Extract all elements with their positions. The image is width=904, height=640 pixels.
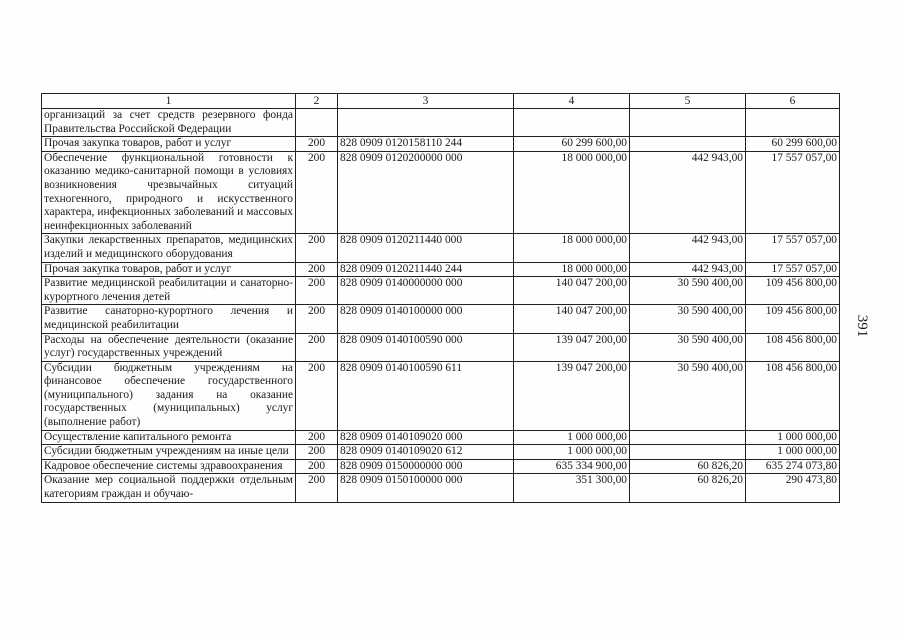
row-value-col5: 442 943,00 — [630, 234, 746, 262]
row-value-col6: 290 473,80 — [746, 474, 840, 502]
row-code-cell: 200 — [296, 333, 338, 361]
row-value-col6: 108 456 800,00 — [746, 361, 840, 430]
table-row — [42, 277, 840, 305]
row-code-cell: 200 — [296, 137, 338, 152]
row-value-col6 — [746, 109, 840, 137]
row-value-col6: 108 456 800,00 — [746, 333, 840, 361]
table-row — [42, 262, 840, 277]
row-value-col4: 1 000 000,00 — [514, 445, 630, 460]
row-kbk-cell: 828 0909 0150100000 000 — [338, 474, 514, 502]
row-code-cell: 200 — [296, 234, 338, 262]
row-kbk-cell: 828 0909 0140109020 612 — [338, 445, 514, 460]
page-number: 391 — [854, 314, 870, 338]
header-cell-6: 6 — [746, 94, 840, 109]
row-value-col4: 139 047 200,00 — [514, 361, 630, 430]
table-row — [42, 234, 840, 262]
row-code-cell: 200 — [296, 445, 338, 460]
row-value-col6: 635 274 073,80 — [746, 459, 840, 474]
row-value-col5: 30 590 400,00 — [630, 333, 746, 361]
row-value-col5: 30 590 400,00 — [630, 277, 746, 305]
table-row — [42, 474, 840, 502]
table-header-row — [42, 94, 840, 109]
row-value-col4: 60 299 600,00 — [514, 137, 630, 152]
row-value-col4 — [514, 109, 630, 137]
budget-table — [41, 93, 840, 503]
row-kbk-cell: 828 0909 0120200000 000 — [338, 151, 514, 234]
table-row — [42, 361, 840, 430]
row-value-col4: 1 000 000,00 — [514, 430, 630, 445]
row-value-col4: 139 047 200,00 — [514, 333, 630, 361]
header-cell-3: 3 — [338, 94, 514, 109]
row-value-col4: 635 334 900,00 — [514, 459, 630, 474]
table-row — [42, 333, 840, 361]
row-code-cell: 200 — [296, 277, 338, 305]
row-kbk-cell: 828 0909 0140100000 000 — [338, 305, 514, 333]
row-kbk-cell: 828 0909 0140100590 000 — [338, 333, 514, 361]
row-value-col6: 60 299 600,00 — [746, 137, 840, 152]
table-row — [42, 430, 840, 445]
header-cell-2: 2 — [296, 94, 338, 109]
table-row — [42, 109, 840, 137]
row-code-cell: 200 — [296, 459, 338, 474]
row-value-col4: 18 000 000,00 — [514, 234, 630, 262]
row-kbk-cell: 828 0909 0120158110 244 — [338, 137, 514, 152]
row-kbk-cell: 828 0909 0140100590 611 — [338, 361, 514, 430]
row-value-col5: 60 826,20 — [630, 474, 746, 502]
row-name-cell: Осуществление капитального ремонта — [42, 430, 296, 445]
table-row — [42, 305, 840, 333]
row-code-cell — [296, 109, 338, 137]
row-value-col6: 1 000 000,00 — [746, 430, 840, 445]
row-value-col6: 17 557 057,00 — [746, 234, 840, 262]
row-name-cell: Прочая закупка товаров, работ и услуг — [42, 262, 296, 277]
row-name-cell: Закупки лекарственных препаратов, медицинских изделий и медицинского оборудования — [42, 234, 296, 262]
row-kbk-cell: 828 0909 0120211440 244 — [338, 262, 514, 277]
row-code-cell: 200 — [296, 430, 338, 445]
table-row — [42, 151, 840, 234]
row-code-cell: 200 — [296, 305, 338, 333]
row-name-cell: организаций за счет средств резервного фонда Правительства Российской Федерации — [42, 109, 296, 137]
row-kbk-cell: 828 0909 0140109020 000 — [338, 430, 514, 445]
row-value-col6: 1 000 000,00 — [746, 445, 840, 460]
row-code-cell: 200 — [296, 262, 338, 277]
table-row — [42, 445, 840, 460]
table-row — [42, 137, 840, 152]
table-row — [42, 459, 840, 474]
row-value-col4: 351 300,00 — [514, 474, 630, 502]
row-value-col5: 30 590 400,00 — [630, 361, 746, 430]
row-code-cell: 200 — [296, 361, 338, 430]
row-value-col6: 109 456 800,00 — [746, 277, 840, 305]
header-cell-4: 4 — [514, 94, 630, 109]
row-value-col6: 17 557 057,00 — [746, 151, 840, 234]
row-value-col4: 18 000 000,00 — [514, 151, 630, 234]
row-name-cell: Кадровое обеспечение системы здравоохранения — [42, 459, 296, 474]
row-value-col5: 442 943,00 — [630, 262, 746, 277]
row-value-col5: 442 943,00 — [630, 151, 746, 234]
row-value-col6: 17 557 057,00 — [746, 262, 840, 277]
row-code-cell: 200 — [296, 474, 338, 502]
row-value-col5 — [630, 445, 746, 460]
row-name-cell: Развитие санаторно-курортного лечения и медицинской реабилитации — [42, 305, 296, 333]
row-kbk-cell: 828 0909 0120211440 000 — [338, 234, 514, 262]
row-name-cell: Субсидии бюджетным учреждениям на финансовое обеспечение государственного (муниципального) задания на оказание государственных (муниципальных) услуг (выполнение работ) — [42, 361, 296, 430]
row-kbk-cell — [338, 109, 514, 137]
row-value-col5 — [630, 109, 746, 137]
header-cell-1: 1 — [42, 94, 296, 109]
row-value-col4: 140 047 200,00 — [514, 277, 630, 305]
row-value-col4: 140 047 200,00 — [514, 305, 630, 333]
row-name-cell: Оказание мер социальной поддержки отдельным категориям граждан и обучаю- — [42, 474, 296, 502]
row-value-col5: 30 590 400,00 — [630, 305, 746, 333]
row-kbk-cell: 828 0909 0140000000 000 — [338, 277, 514, 305]
row-value-col6: 109 456 800,00 — [746, 305, 840, 333]
row-value-col5 — [630, 137, 746, 152]
row-kbk-cell: 828 0909 0150000000 000 — [338, 459, 514, 474]
row-name-cell: Прочая закупка товаров, работ и услуг — [42, 137, 296, 152]
row-name-cell: Развитие медицинской реабилитации и санаторно-курортного лечения детей — [42, 277, 296, 305]
header-cell-5: 5 — [630, 94, 746, 109]
row-name-cell: Субсидии бюджетным учреждениям на иные цели — [42, 445, 296, 460]
row-name-cell: Обеспечение функциональной готовности к оказанию медико-санитарной помощи в условиях возникновения чрезвычайных ситуаций техногенного, природного и искусственного характера, инфекционных заболеваний и массовых неинфекционных заболеваний — [42, 151, 296, 234]
row-value-col5: 60 826,20 — [630, 459, 746, 474]
row-code-cell: 200 — [296, 151, 338, 234]
row-value-col4: 18 000 000,00 — [514, 262, 630, 277]
row-name-cell: Расходы на обеспечение деятельности (оказание услуг) государственных учреждений — [42, 333, 296, 361]
row-value-col5 — [630, 430, 746, 445]
